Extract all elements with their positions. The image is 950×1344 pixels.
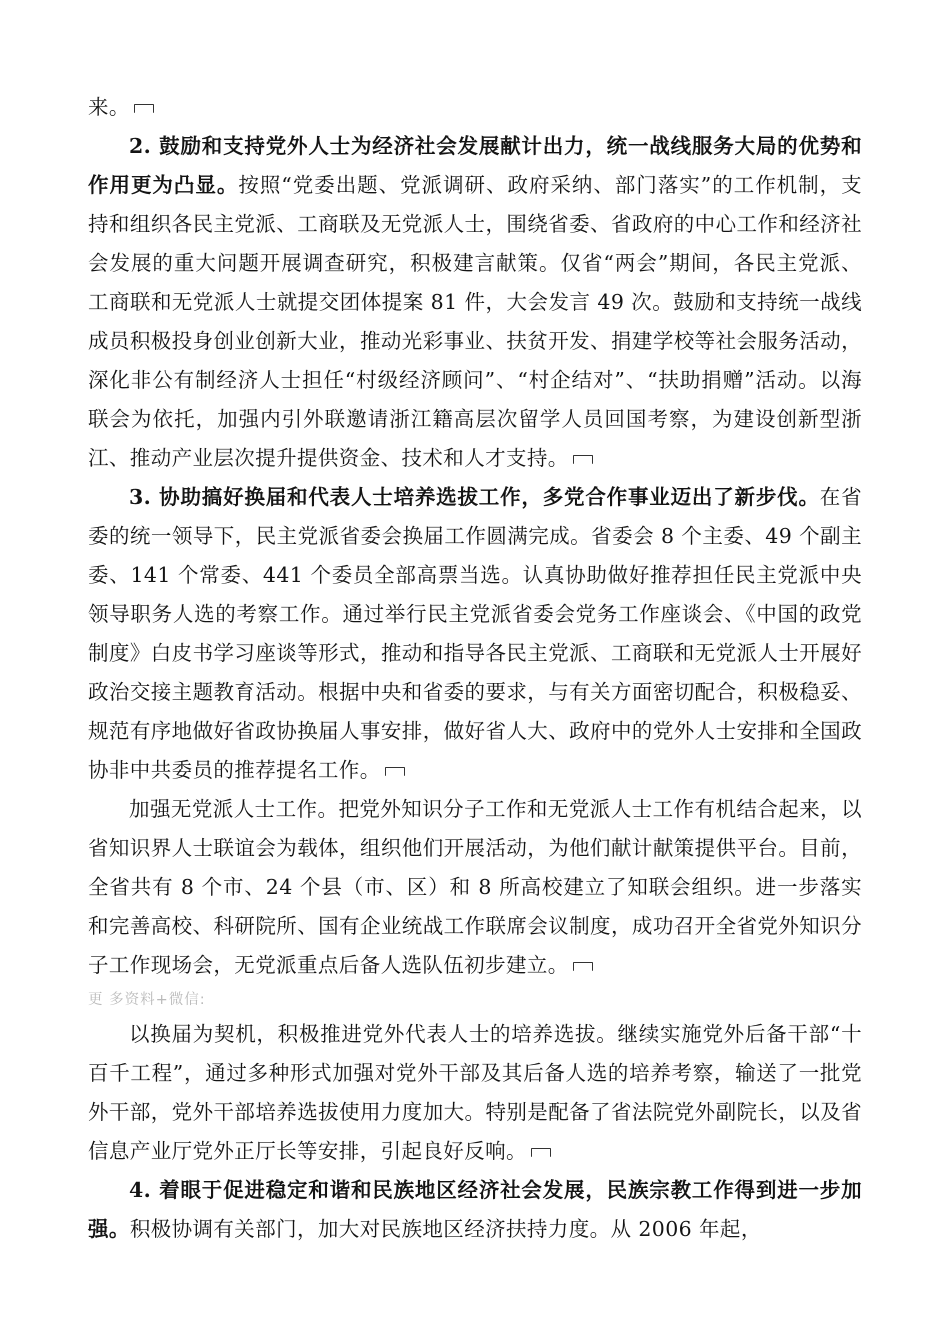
paragraph-text: 来。 bbox=[88, 95, 130, 119]
paragraph-bold-lead: 2. 鼓励和支持党外人士为经济社会发展献计出力，统一战线服务大局的优势和作用更为凸显。 bbox=[88, 134, 862, 197]
paragraph-continuation bbox=[88, 88, 862, 127]
end-of-paragraph-mark bbox=[385, 766, 405, 776]
watermark-text: 更 多资料+微信: bbox=[88, 992, 206, 1008]
end-of-paragraph-mark bbox=[531, 1147, 551, 1157]
paragraph-non-party-personnel bbox=[88, 790, 862, 985]
end-of-paragraph-mark bbox=[134, 103, 154, 113]
document-body bbox=[88, 88, 862, 1249]
paragraph-text: 在省委的统一领导下，民主党派省委会换届工作圆满完成。省委会 8 个主委、49 个副主委、141 个常委、441 个委员全部高票当选。认真协助做好推荐担任民主党派中央领导职务人选的考察工作。通过举行民主党派省委会党务工作座谈会、《中国的政党制度》白皮书学习座谈等形式，推动和指导各民主党派、工商联和无党派人士开展好政治交接主题教育活动。根据中央和省委的要求，与有关方面密切配合，积极稳妥、规范有序地做好省政协换届人事安排，做好省人大、政府中的党外人士安排和全国政协非中共委员的推荐提名工作。 bbox=[88, 485, 862, 782]
paragraph-text: 以换届为契机，积极推进党外代表人士的培养选拔。继续实施党外后备干部“十百千工程”，通过多种形式加强对党外干部及其后备人选的培养考察，输送了一批党外干部，党外干部培养选拔使用力度加大。特别是配备了省法院党外副院长，以及省信息产业厅党外正厅长等安排，引起良好反响。 bbox=[88, 1022, 862, 1163]
paragraph-text: 积极协调有关部门，加大对民族地区经济扶持力度。从 2006 年起， bbox=[129, 1217, 762, 1241]
paragraph-item-4 bbox=[88, 1171, 862, 1249]
paragraph-bold-lead: 4. 着眼于促进稳定和谐和民族地区经济社会发展，民族宗教工作得到进一步加强。 bbox=[88, 1178, 862, 1241]
paragraph-text: 加强无党派人士工作。把党外知识分子工作和无党派人士工作有机结合起来，以省知识界人士联谊会为载体，组织他们开展活动，为他们献计献策提供平台。目前，全省共有 8 个市、24 个县（市、区）和 8 所高校建立了知联会组织。进一步落实和完善高校、科研院所、国有企业统战工作联席会议制度，成功召开全省党外知识分子工作现场会，无党派重点后备人选队伍初步建立。 bbox=[88, 797, 862, 977]
paragraph-cadre-training bbox=[88, 1015, 862, 1171]
paragraph-bold-lead: 3. 协助搞好换届和代表人士培养选拔工作，多党合作事业迈出了新步伐。 bbox=[129, 485, 820, 509]
paragraph-text: 按照“党委出题、党派调研、政府采纳、部门落实”的工作机制，支持和组织各民主党派、工商联及无党派人士，围绕省委、省政府的中心工作和经济社会发展的重大问题开展调查研究，积极建言献策。仅省“两会”期间，各民主党派、工商联和无党派人士就提交团体提案 81 件，大会发言 49 次。鼓励和支持统一战线成员积极投身创业创新大业，推动光彩事业、扶贫开发、捐建学校等社会服务活动，深化非公有制经济人士担任“村级经济顾问”、“村企结对”、“扶助捐赠”活动。以海联会为依托，加强内引外联邀请浙江籍高层次留学人员回国考察，为建设创新型浙江、推动产业层次提升提供资金、技术和人才支持。 bbox=[88, 173, 862, 470]
end-of-paragraph-mark bbox=[573, 454, 593, 464]
paragraph-item-3 bbox=[88, 478, 862, 790]
end-of-paragraph-mark bbox=[573, 961, 593, 971]
paragraph-item-2 bbox=[88, 127, 862, 478]
